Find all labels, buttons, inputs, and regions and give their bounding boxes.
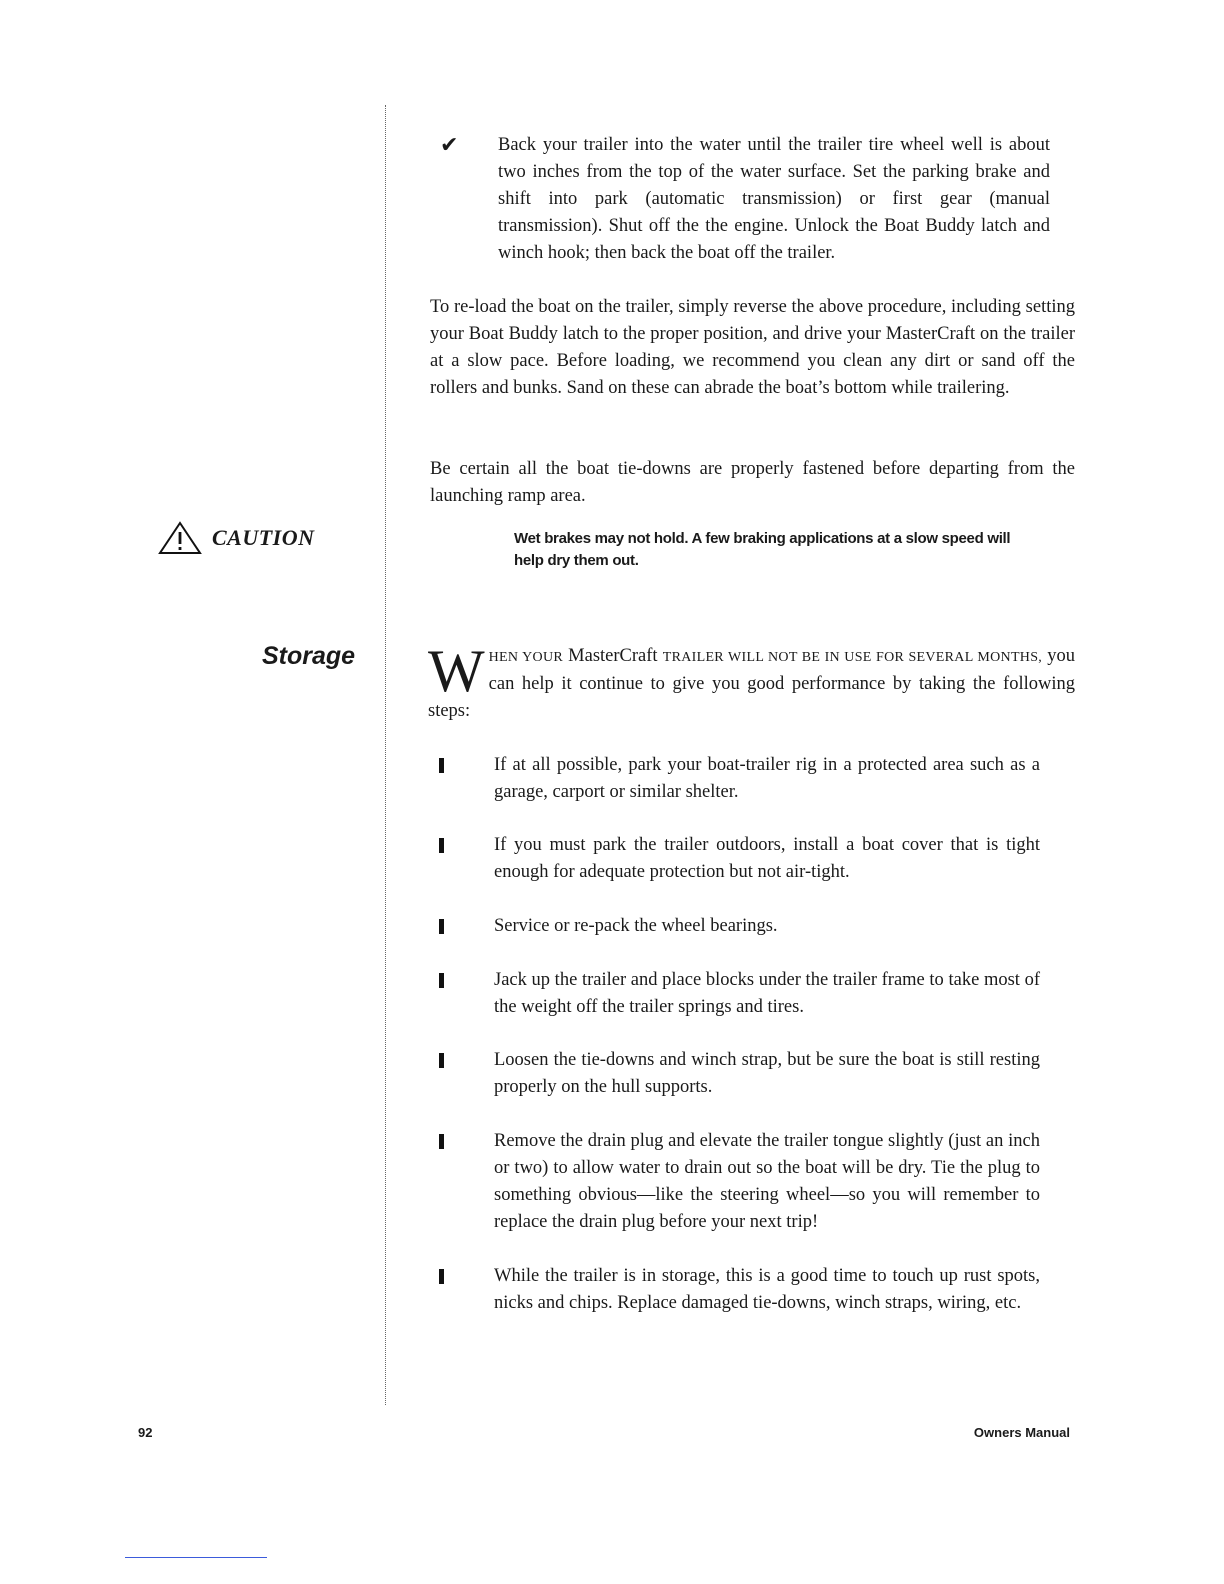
bullet-icon bbox=[439, 1134, 444, 1149]
list-item bbox=[430, 1047, 1040, 1101]
bullet-icon bbox=[439, 1269, 444, 1284]
storage-heading: Storage bbox=[262, 642, 356, 670]
bullet-icon bbox=[439, 1053, 444, 1068]
caution-label bbox=[158, 521, 315, 555]
list-item-text: If at all possible, park your boat-trailer rig in a protected area such as a garage, carport or similar shelter. bbox=[494, 755, 1040, 802]
list-item-text: While the trailer is in storage, this is a good time to touch up rust spots, nicks and chips. Replace damaged tie-downs, winch straps, wiring, etc. bbox=[494, 1266, 1040, 1313]
list-item-text: Loosen the tie-downs and winch strap, but be sure the boat is still resting properly on the hull supports. bbox=[494, 1050, 1040, 1097]
list-item-text: Service or re-pack the wheel bearings. bbox=[494, 916, 778, 936]
list-item bbox=[430, 913, 1040, 940]
list-item bbox=[430, 752, 1040, 806]
list-item bbox=[430, 967, 1040, 1021]
bullet-icon bbox=[439, 758, 444, 773]
caution-text: Wet brakes may not hold. A few braking applications at a slow speed will help dry them out. bbox=[514, 530, 1011, 569]
list-item bbox=[430, 1128, 1040, 1236]
bullet-icon bbox=[439, 838, 444, 853]
intro-brand: MasterCraft bbox=[568, 646, 658, 666]
storage-intro bbox=[428, 638, 1076, 725]
warning-triangle-icon bbox=[158, 521, 202, 555]
intro-rest: you can help it continue to give you good performance by taking the following steps: bbox=[428, 646, 1076, 721]
drop-cap: W bbox=[428, 638, 485, 704]
scan-artifact-line bbox=[125, 1557, 267, 1558]
checkmark-icon: ✔ bbox=[440, 133, 459, 158]
reload-paragraph: To re-load the boat on the trailer, simply reverse the above procedure, including setting your Boat Buddy latch to the proper position, and drive your MasterCraft on the trailer at a slow pace. Before loading, we recommend you clean any dirt or sand off the rollers and bunks. Sand on these can abrade the boat’s bottom while trailering. bbox=[430, 297, 1075, 398]
list-item bbox=[430, 832, 1040, 886]
column-divider bbox=[385, 105, 386, 1405]
caution-heading: CAUTION bbox=[212, 525, 315, 550]
check-item-text: Back your trailer into the water until the trailer tire wheel well is about two inches from the top of the water surface. Set the parking brake and shift into park (automatic transmission) or first gear (manual transmission). Shut off the the engine. Unlock the Boat Buddy latch and winch hook; then back the boat off the trailer. bbox=[498, 135, 1050, 263]
page-number: 92 bbox=[138, 1425, 153, 1440]
check-list-item bbox=[430, 132, 1050, 267]
footer-title: Owners Manual bbox=[973, 1425, 1070, 1440]
bullet-icon bbox=[439, 973, 444, 988]
intro-smallcaps-2: TRAILER WILL NOT BE IN USE FOR SEVERAL MONTHS, bbox=[662, 650, 1043, 665]
intro-smallcaps-1: HEN YOUR bbox=[488, 650, 563, 665]
list-item-text: Remove the drain plug and elevate the trailer tongue slightly (just an inch or two) to allow water to drain out so the boat will be dry. Tie the plug to something obvious—like the steering wheel—so you will remember to replace the drain plug before your next trip! bbox=[494, 1131, 1040, 1232]
list-item-text: Jack up the trailer and place blocks under the trailer frame to take most of the weight off the trailer springs and tires. bbox=[494, 970, 1040, 1017]
list-item-text: If you must park the trailer outdoors, install a boat cover that is tight enough for adequate protection but not air-tight. bbox=[494, 835, 1040, 882]
tiedowns-paragraph: Be certain all the boat tie-downs are properly fastened before departing from the launching ramp area. bbox=[430, 459, 1075, 506]
list-item bbox=[430, 1263, 1040, 1317]
bullet-icon bbox=[439, 919, 444, 934]
